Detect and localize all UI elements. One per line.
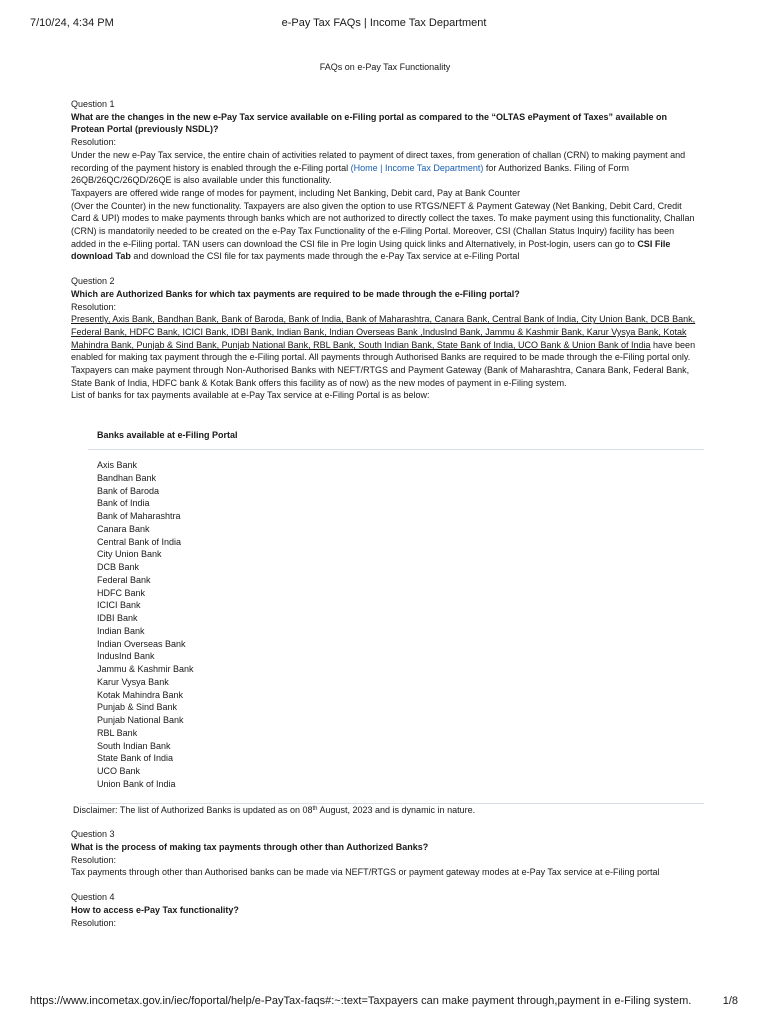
question-label: Question 2 <box>71 276 115 287</box>
bank-list-item: RBL Bank <box>97 727 138 738</box>
page-title: FAQs on e-Pay Tax Functionality <box>319 62 451 72</box>
question-label: Question 4 <box>71 892 115 903</box>
answer-paragraph: Tax payments through other than Authorised banks can be made via NEFT/RTGS or payment gateway modes at e-Pay Tax service at e-Filing portal <box>71 867 660 878</box>
question-label: Question 1 <box>71 99 115 109</box>
banks-list <box>88 459 704 791</box>
bank-list-item: Punjab National Bank <box>97 715 184 726</box>
faq-content <box>71 98 701 929</box>
answer-paragraph: List of banks for tax payments available at e-Pay Tax service at e-Filing Portal is as below: <box>71 390 430 401</box>
bank-list-item: Axis Bank <box>97 460 138 471</box>
bank-list-item: Federal Bank <box>97 574 151 585</box>
home-link[interactable]: (Home | Income Tax Department) <box>350 162 484 173</box>
faq-question-3 <box>71 828 701 879</box>
banks-table <box>88 429 704 804</box>
bank-list-item: Central Bank of India <box>97 536 182 547</box>
faq-question-2 <box>71 275 701 816</box>
bank-list-item: Bank of Baroda <box>97 485 160 496</box>
resolution-label: Resolution: <box>71 137 117 148</box>
bank-list-item: Kotak Mahindra Bank <box>97 689 184 700</box>
answer-paragraph: Taxpayers can make payment through Non-Authorised Banks with NEFT/RTGS and Payment Gateway (Bank of Maharashtra, Canara Bank, Federal Bank, State Bank of India, HDFC bank & Kotak Bank offers this facility as of now) as the new modes of payment in e-Filing system. <box>71 365 690 388</box>
disclaimer: Disclaimer: The list of Authorized Banks is updated as on 08th August, 2023 and is dynamic in nature. <box>73 804 476 815</box>
print-page-number: 1/8 <box>722 995 738 1007</box>
authorized-banks-text: Presently, Axis Bank, Bandhan Bank, Bank of Baroda, Bank of India, Bank of Maharashtra, Canara Bank, Central Bank of India, City Union Bank, DCB Bank, Federal Bank, HDFC Bank, ICICI Bank, IDBI Bank, Indian Bank, Indian Overseas Bank ,IndusInd Bank, Jammu & Kashmir Bank, Karur Vysya Bank, Kotak Mahindra Bank, Punjab & Sind Bank, Punjab National Bank, RBL Bank, South Indian Bank, State Bank of India, UCO Bank & Union Bank of India <box>71 314 696 350</box>
bank-list-item: Karur Vysya Bank <box>97 676 169 687</box>
print-footer-url: https://www.incometax.gov.in/iec/foportal/help/e-PayTax-faqs#:~:text=Taxpayers can make payment through,payment in e-Filing system. <box>30 995 692 1007</box>
answer-paragraph: (Over the Counter) in the new functionality. Taxpayers are also given the option to use RTGS/NEFT & Payment Gateway (Net Banking, Debit Card, Credit Card & UPI) modes to make payments through banks which are not authorized to directly collect the taxes. To make payment using this functionality, Challan (CRN) is mandatorily needed to be created on the e-Pay Tax Functionality of the e-Filing Portal. Moreover, CSI (Challan Status Inquiry) facility has been added in the e-Filing portal. TAN users can download the CSI file in Pre login Using quick links and Alternatively, in Post-login, users can go to CSI File download Tab and download the CSI file for tax payments made through the e-Pay Tax service at e-Filing Portal <box>71 200 695 262</box>
print-datetime: 7/10/24, 4:34 PM <box>30 17 114 29</box>
banks-heading: Banks available at e-Filing Portal <box>97 430 238 441</box>
divider <box>88 449 704 450</box>
print-page-title: e-Pay Tax FAQs | Income Tax Department <box>281 17 487 29</box>
answer-paragraph: Under the new e-Pay Tax service, the entire chain of activities related to payment of direct taxes, from generation of challan (CRN) to making payment and recording of the payment history is enabled through the e-Filing portal (Home | Income Tax Department) for Authorized Banks. Filing of Form 26QB/26QC/26QD/26QE is also available under this functionality. <box>71 149 686 186</box>
resolution-label: Resolution: <box>71 854 117 865</box>
bank-list-item: Jammu & Kashmir Bank <box>97 664 194 675</box>
bank-list-item: Bank of India <box>97 498 150 509</box>
bank-list-item: IndusInd Bank <box>97 651 155 662</box>
bank-list-item: Bank of Maharashtra <box>97 511 181 522</box>
csi-download-tab: CSI File download Tab <box>71 238 671 262</box>
bank-list-item: IDBI Bank <box>97 613 138 624</box>
question-label: Question 3 <box>71 829 115 840</box>
faq-question-1 <box>71 98 701 263</box>
answer-paragraph: Taxpayers are offered wide range of modes for payment, including Net Banking, Debit card, Pay at Bank Counter <box>71 187 521 198</box>
bank-list-item: UCO Bank <box>97 766 141 777</box>
bank-list-item: State Bank of India <box>97 753 174 764</box>
bank-list-item: Indian Bank <box>97 625 145 636</box>
bank-list-item: ICICI Bank <box>97 600 141 611</box>
resolution-label: Resolution: <box>71 917 117 928</box>
bank-list-item: HDFC Bank <box>97 587 146 598</box>
question-text: What are the changes in the new e-Pay Tax service available on e-Filing portal as compared to the “OLTAS ePayment of Taxes” available on Protean Portal (previously NSDL)? <box>71 111 668 135</box>
bank-list-item: Union Bank of India <box>97 778 176 789</box>
bank-list-item: Indian Overseas Bank <box>97 638 186 649</box>
question-text: What is the process of making tax payments through other than Authorized Banks? <box>71 842 429 853</box>
bank-list-item: Canara Bank <box>97 523 150 534</box>
bank-list-item: DCB Bank <box>97 562 140 573</box>
question-text: Which are Authorized Banks for which tax payments are required to be made through the e-Filing portal? <box>71 288 520 299</box>
bank-list-item: Bandhan Bank <box>97 472 157 483</box>
answer-paragraph: Presently, Axis Bank, Bandhan Bank, Bank of Baroda, Bank of India, Bank of Maharashtra, Canara Bank, Central Bank of India, City Union Bank, DCB Bank, Federal Bank, HDFC Bank, ICICI Bank, IDBI Bank, Indian Bank, Indian Overseas Bank ,IndusInd Bank, Jammu & Kashmir Bank, Karur Vysya Bank, Kotak Mahindra Bank, Punjab & Sind Bank, Punjab National Bank, RBL Bank, South Indian Bank, State Bank of India, UCO Bank & Union Bank of India have been enabled for making tax payment through the e-Filing portal. All payments through Authorised Banks are required to be made through the e-Filing portal only. <box>71 314 696 363</box>
faq-question-4 <box>71 891 701 929</box>
resolution-label: Resolution: <box>71 301 117 312</box>
bank-list-item: Punjab & Sind Bank <box>97 702 178 713</box>
bank-list-item: City Union Bank <box>97 549 162 560</box>
question-text: How to access e-Pay Tax functionality? <box>71 904 239 915</box>
bank-list-item: South Indian Bank <box>97 740 171 751</box>
